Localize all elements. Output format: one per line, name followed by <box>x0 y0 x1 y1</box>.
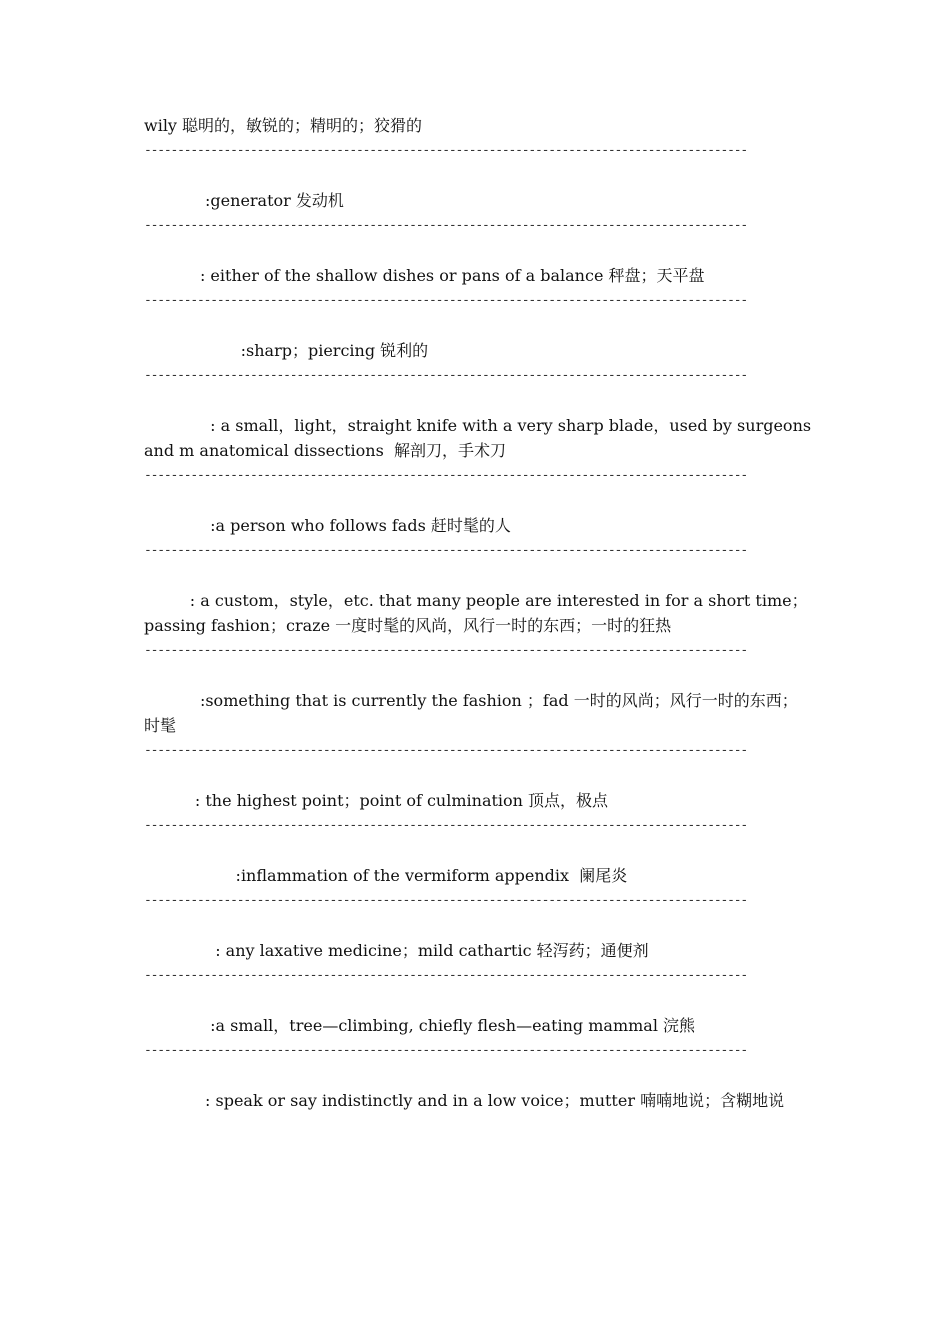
separator-line: ------------------------------------------------------------------------------------------- <box>144 143 748 158</box>
separator-line: ------------------------------------------------------------------------------------------- <box>144 293 748 308</box>
entry-faddist: :a person who follows fads 赶时髦的人 <box>144 516 511 535</box>
entry-raccoon: :a small，tree—climbing, chiefly flesh—eating mammal 浣熊 <box>144 1016 696 1035</box>
entry-sharp: :sharp；piercing 锐利的 <box>144 341 429 360</box>
separator-line: ------------------------------------------------------------------------------------------- <box>144 818 748 833</box>
entry-balance-pan: : either of the shallow dishes or pans of a balance 秤盘；天平盘 <box>144 266 705 285</box>
entry-fad: : a custom，style，etc. that many people are interested in for a short time；passing fashion；craze 一度时髦的风尚，风行一时的东西；一时的狂热 <box>144 591 808 635</box>
vocabulary-list <box>144 113 817 1113</box>
separator-line: ------------------------------------------------------------------------------------------- <box>144 468 748 483</box>
entry-generator: :generator 发动机 <box>144 191 344 210</box>
separator-line: ------------------------------------------------------------------------------------------- <box>144 543 748 558</box>
entry-wily: wily 聪明的，敏锐的；精明的；狡猾的 <box>144 116 423 135</box>
entry-vogue: :something that is currently the fashion ；fad 一时的风尚；风行一时的东西；时髦 <box>144 691 798 735</box>
entry-scalpel: : a small，light，straight knife with a very sharp blade，used by surgeons and m anatomical dissections 解剖刀，手术刀 <box>144 416 817 460</box>
entry-laxative: : any laxative medicine；mild cathartic 轻泻药；通便剂 <box>144 941 649 960</box>
entry-mumble: : speak or say indistinctly and in a low voice；mutter 喃喃地说；含糊地说 <box>144 1091 785 1110</box>
separator-line: ------------------------------------------------------------------------------------------- <box>144 893 748 908</box>
separator-line: ------------------------------------------------------------------------------------------- <box>144 643 748 658</box>
separator-line: ------------------------------------------------------------------------------------------- <box>144 743 748 758</box>
entry-acme: : the highest point；point of culmination 顶点，极点 <box>144 791 609 810</box>
separator-line: ------------------------------------------------------------------------------------------- <box>144 368 748 383</box>
entry-appendicitis: :inflammation of the vermiform appendix 阑尾炎 <box>144 866 628 885</box>
separator-line: ------------------------------------------------------------------------------------------- <box>144 968 748 983</box>
separator-line: ------------------------------------------------------------------------------------------- <box>144 218 748 233</box>
separator-line: ------------------------------------------------------------------------------------------- <box>144 1043 748 1058</box>
